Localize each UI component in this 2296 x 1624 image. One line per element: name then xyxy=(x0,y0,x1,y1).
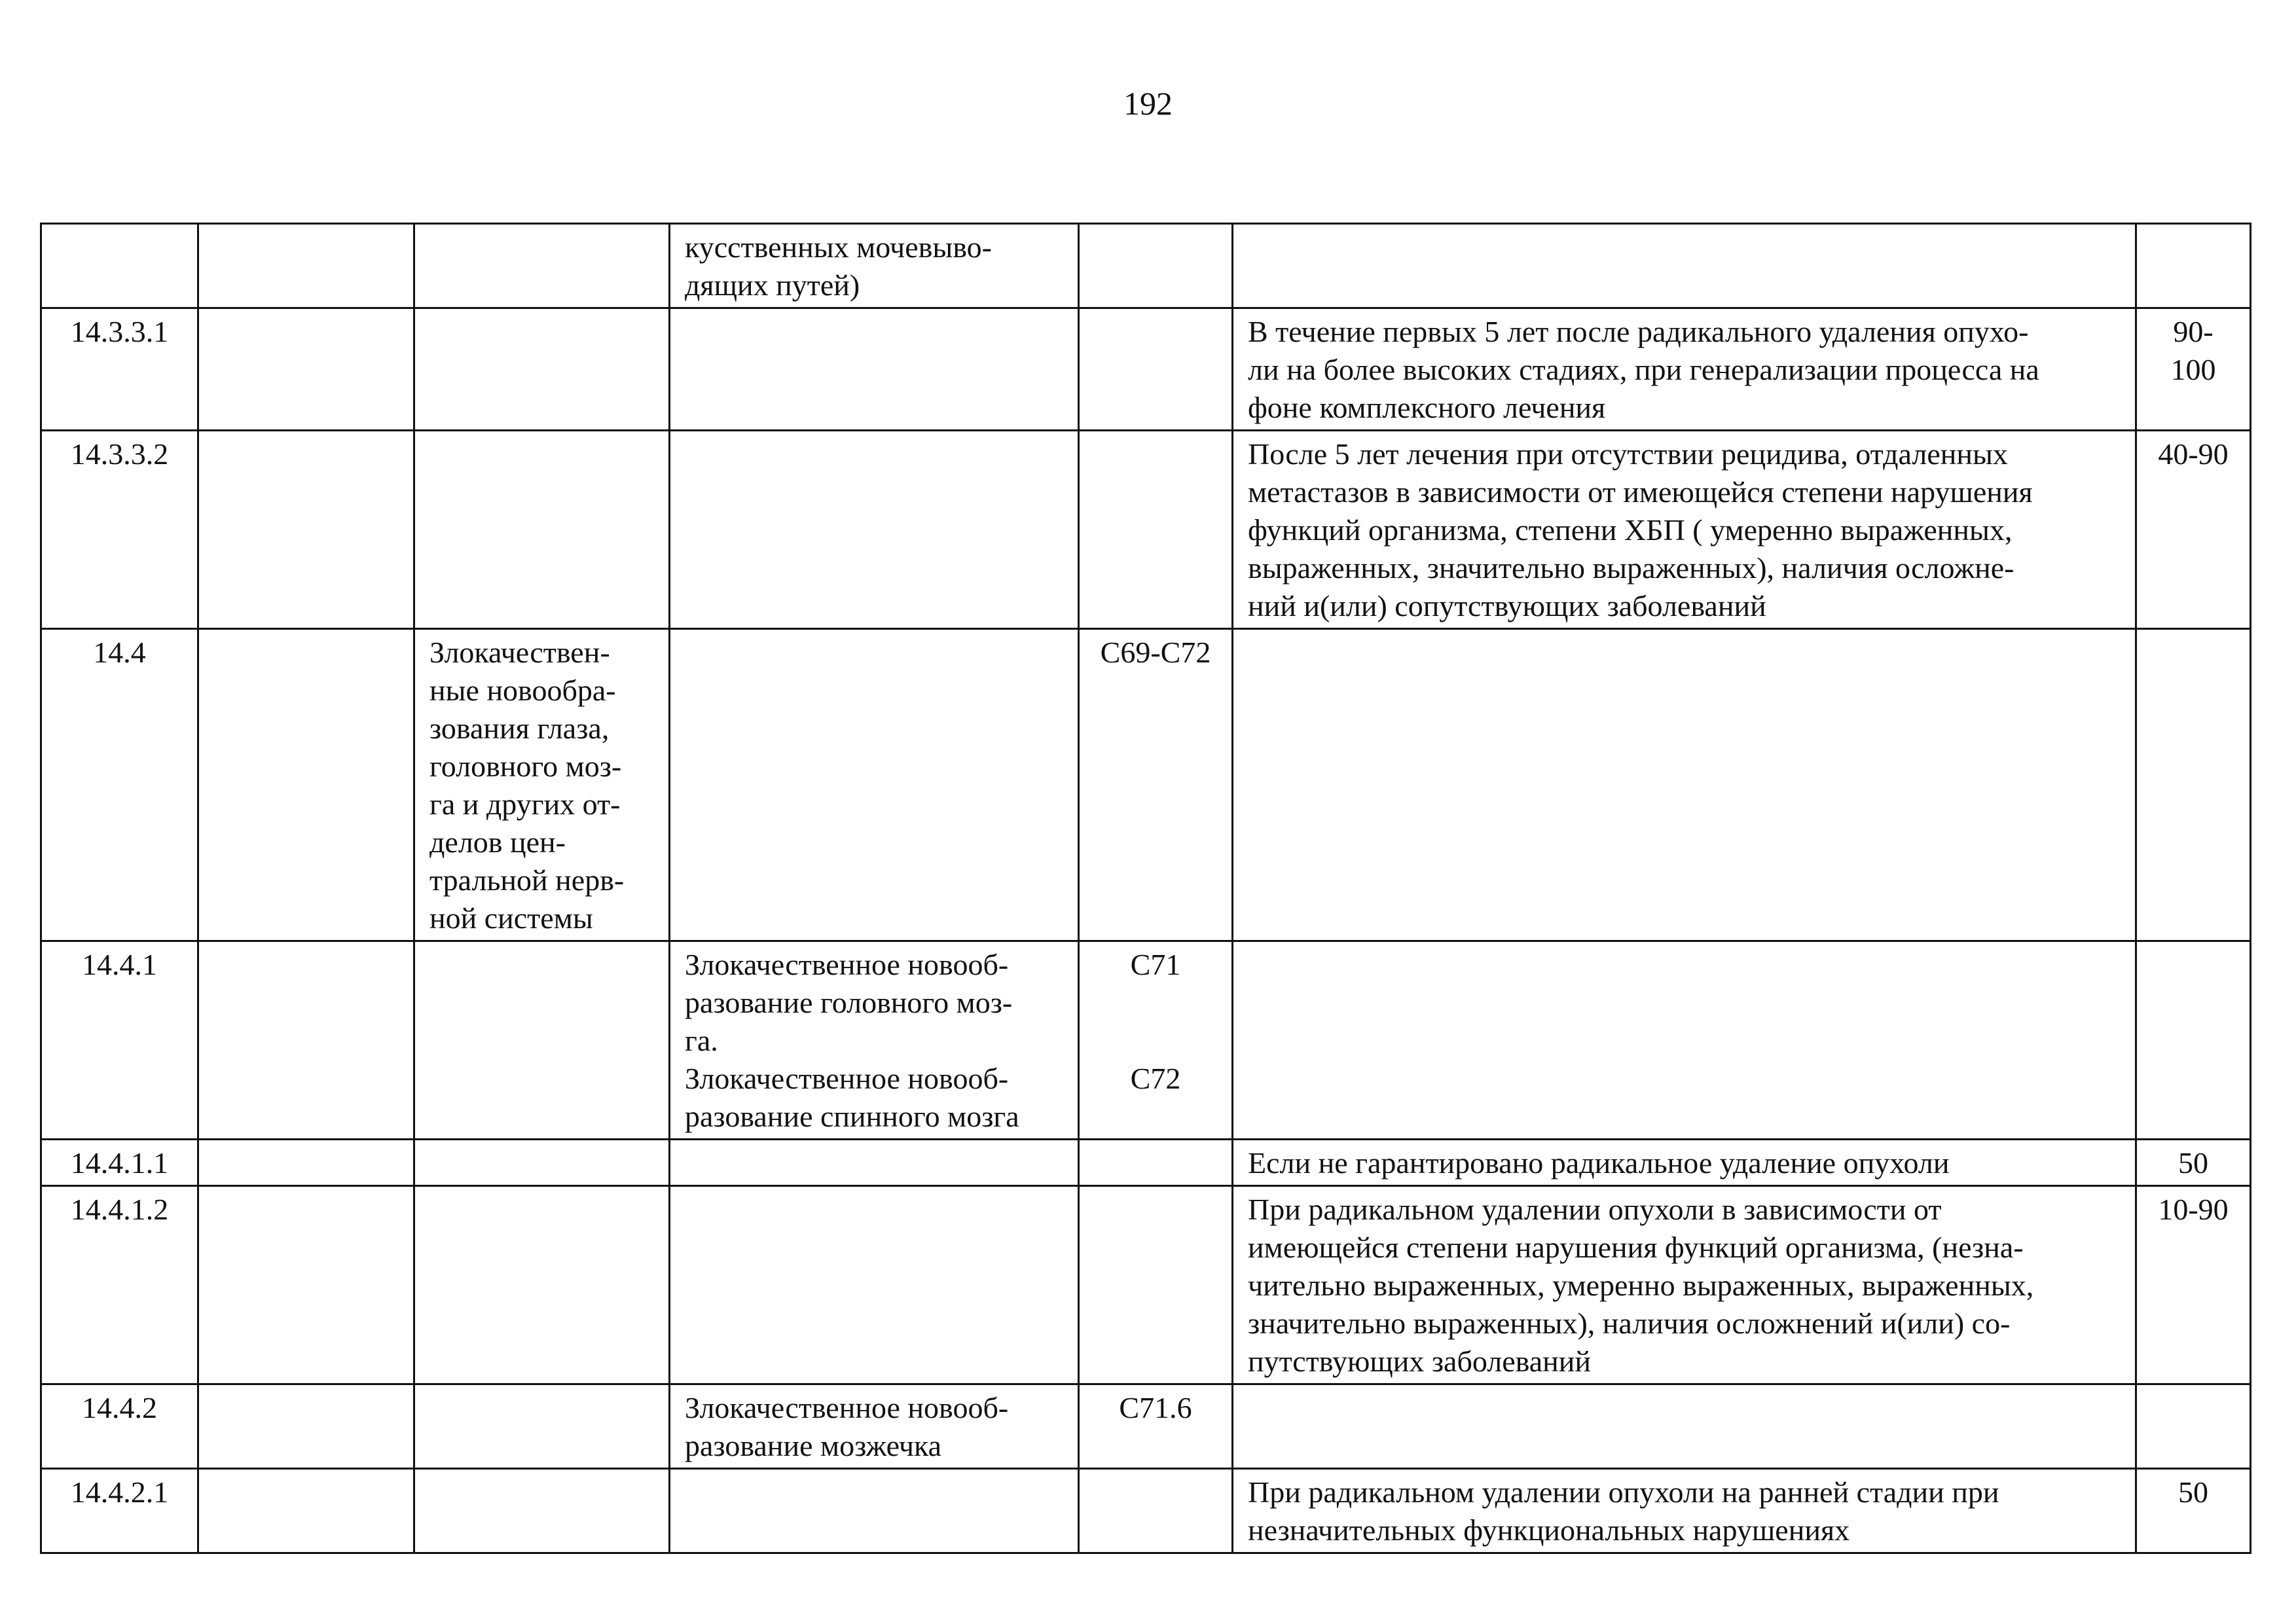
text-line: разование мозжечка xyxy=(685,1429,942,1462)
text-line: кусственных мочевыво- xyxy=(685,230,992,264)
page-number: 192 xyxy=(1123,85,1173,122)
cell-blank xyxy=(198,431,414,629)
table-row xyxy=(41,1140,2251,1186)
text-line: га. xyxy=(685,1024,718,1057)
cell-blank xyxy=(198,1140,414,1186)
text-line: ний и(или) сопутствующих заболеваний xyxy=(1248,589,1766,623)
cell-subname xyxy=(670,1384,1079,1469)
cell-criteria xyxy=(1233,1384,2136,1469)
cell-mkb-code xyxy=(1079,308,1233,431)
text-line: дящих путей) xyxy=(685,268,860,302)
cell-percent xyxy=(2136,1186,2251,1384)
cell-name xyxy=(414,1186,670,1384)
cell-code: 14.4.1.2 xyxy=(41,1186,198,1384)
cell-name xyxy=(414,1140,670,1186)
text-line: 50 xyxy=(2178,1475,2208,1509)
cell-percent xyxy=(2136,308,2251,431)
text-line: 100 xyxy=(2170,353,2216,386)
text-line: путствующих заболеваний xyxy=(1248,1344,1591,1378)
cell-percent xyxy=(2136,941,2251,1140)
cell-criteria xyxy=(1233,1186,2136,1384)
cell-name xyxy=(414,1384,670,1469)
cell-blank xyxy=(198,1384,414,1469)
cell-code xyxy=(41,224,198,308)
text-line: При радикальном удалении опухоли в зависимости от xyxy=(1248,1193,1942,1226)
cell-subname xyxy=(670,431,1079,629)
cell-code: 14.3.3.2 xyxy=(41,431,198,629)
cell-criteria xyxy=(1233,941,2136,1140)
cell-criteria xyxy=(1233,629,2136,941)
text-line: головного моз- xyxy=(429,749,622,783)
text-line: разование головного моз- xyxy=(685,986,1013,1019)
table-row xyxy=(41,308,2251,431)
cell-code: 14.4.2.1 xyxy=(41,1469,198,1553)
cell-mkb-code xyxy=(1079,1186,1233,1384)
cell-code: 14.3.3.1 xyxy=(41,308,198,431)
table-row xyxy=(41,1469,2251,1553)
cell-name xyxy=(414,308,670,431)
cell-blank xyxy=(198,224,414,308)
text-line: метастазов в зависимости от имеющейся степени нарушения xyxy=(1248,475,2033,509)
text-line: делов цен- xyxy=(429,825,566,859)
text-line: Злокачествен- xyxy=(429,636,610,669)
cell-blank xyxy=(198,1186,414,1384)
cell-percent xyxy=(2136,431,2251,629)
text-line: выраженных, значительно выраженных), наличия осложне- xyxy=(1248,551,2014,585)
text-line: незначительных функциональных нарушениях xyxy=(1248,1513,1850,1547)
cell-mkb-code xyxy=(1079,1140,1233,1186)
cell-blank xyxy=(198,629,414,941)
cell-blank xyxy=(198,941,414,1140)
text-line: 10-90 xyxy=(2158,1193,2229,1226)
text-line: 40-90 xyxy=(2158,437,2229,471)
cell-code: 14.4 xyxy=(41,629,198,941)
cell-name xyxy=(414,629,670,941)
cell-code: 14.4.2 xyxy=(41,1384,198,1469)
cell-criteria xyxy=(1233,431,2136,629)
cell-name xyxy=(414,431,670,629)
cell-mkb-code xyxy=(1079,224,1233,308)
text-line: имеющейся степени нарушения функций организма, (незна- xyxy=(1248,1231,2024,1264)
table-row xyxy=(41,941,2251,1140)
text-line: Злокачественное новооб- xyxy=(685,1062,1009,1095)
cell-code: 14.4.1 xyxy=(41,941,198,1140)
table-row xyxy=(41,629,2251,941)
cell-subname xyxy=(670,629,1079,941)
text-line: Злокачественное новооб- xyxy=(685,948,1009,981)
cell-name xyxy=(414,224,670,308)
text-line xyxy=(1094,984,1217,1022)
cell-mkb-code xyxy=(1079,629,1233,941)
text-line: В течение первых 5 лет после радикального удаления опухо- xyxy=(1248,315,2029,348)
cell-name xyxy=(414,1469,670,1553)
cell-subname xyxy=(670,1140,1079,1186)
cell-subname xyxy=(670,308,1079,431)
cell-percent xyxy=(2136,1140,2251,1186)
cell-mkb-code xyxy=(1079,1469,1233,1553)
table-row xyxy=(41,431,2251,629)
cell-mkb-code xyxy=(1079,431,1233,629)
cell-criteria xyxy=(1233,308,2136,431)
text-line: разование спинного мозга xyxy=(685,1100,1019,1133)
cell-name xyxy=(414,941,670,1140)
text-line: ли на более высоких стадиях, при генерализации процесса на xyxy=(1248,353,2039,386)
text-line: га и других от- xyxy=(429,787,621,821)
cell-percent xyxy=(2136,1469,2251,1553)
text-line: 50 xyxy=(2178,1146,2208,1180)
cell-mkb-code xyxy=(1079,941,1233,1140)
text-line: фоне комплексного лечения xyxy=(1248,391,1606,424)
text-line: Если не гарантировано радикальное удаление опухоли xyxy=(1248,1146,1950,1180)
cell-mkb-code xyxy=(1079,1384,1233,1469)
text-line: После 5 лет лечения при отсутствии рецидива, отдаленных xyxy=(1248,437,2008,471)
text-line: При радикальном удалении опухоли на ранней стадии при xyxy=(1248,1475,1999,1509)
text-line: С71.6 xyxy=(1119,1391,1192,1424)
cell-subname xyxy=(670,224,1079,308)
text-line: Злокачественное новооб- xyxy=(685,1391,1009,1424)
cell-criteria xyxy=(1233,224,2136,308)
cell-subname xyxy=(670,941,1079,1140)
cell-percent xyxy=(2136,1384,2251,1469)
table-row xyxy=(41,224,2251,308)
text-line: ные новообра- xyxy=(429,674,616,707)
text-line xyxy=(1094,1022,1217,1060)
cell-criteria xyxy=(1233,1140,2136,1186)
cell-subname xyxy=(670,1469,1079,1553)
table-body xyxy=(41,224,2251,1553)
text-line: зования глаза, xyxy=(429,712,610,745)
text-line: ной системы xyxy=(429,901,593,935)
cell-criteria xyxy=(1233,1469,2136,1553)
cell-blank xyxy=(198,1469,414,1553)
text-line: чительно выраженных, умеренно выраженных, выраженных, xyxy=(1248,1269,2034,1302)
cell-blank xyxy=(198,308,414,431)
table-row xyxy=(41,1384,2251,1469)
cell-percent xyxy=(2136,224,2251,308)
text-line: тральной нерв- xyxy=(429,863,625,897)
table-row xyxy=(41,1186,2251,1384)
text-line: функций организма, степени ХБП ( умеренно выраженных, xyxy=(1248,513,2013,547)
text-line: С72 xyxy=(1130,1062,1181,1095)
text-line: 90- xyxy=(2173,315,2214,348)
text-line: С69-С72 xyxy=(1100,636,1211,669)
classification-table xyxy=(40,223,2251,1554)
cell-code: 14.4.1.1 xyxy=(41,1140,198,1186)
cell-subname xyxy=(670,1186,1079,1384)
text-line: значительно выраженных), наличия осложнений и(или) со- xyxy=(1248,1307,2011,1340)
text-line: С71 xyxy=(1130,948,1181,981)
cell-percent xyxy=(2136,629,2251,941)
